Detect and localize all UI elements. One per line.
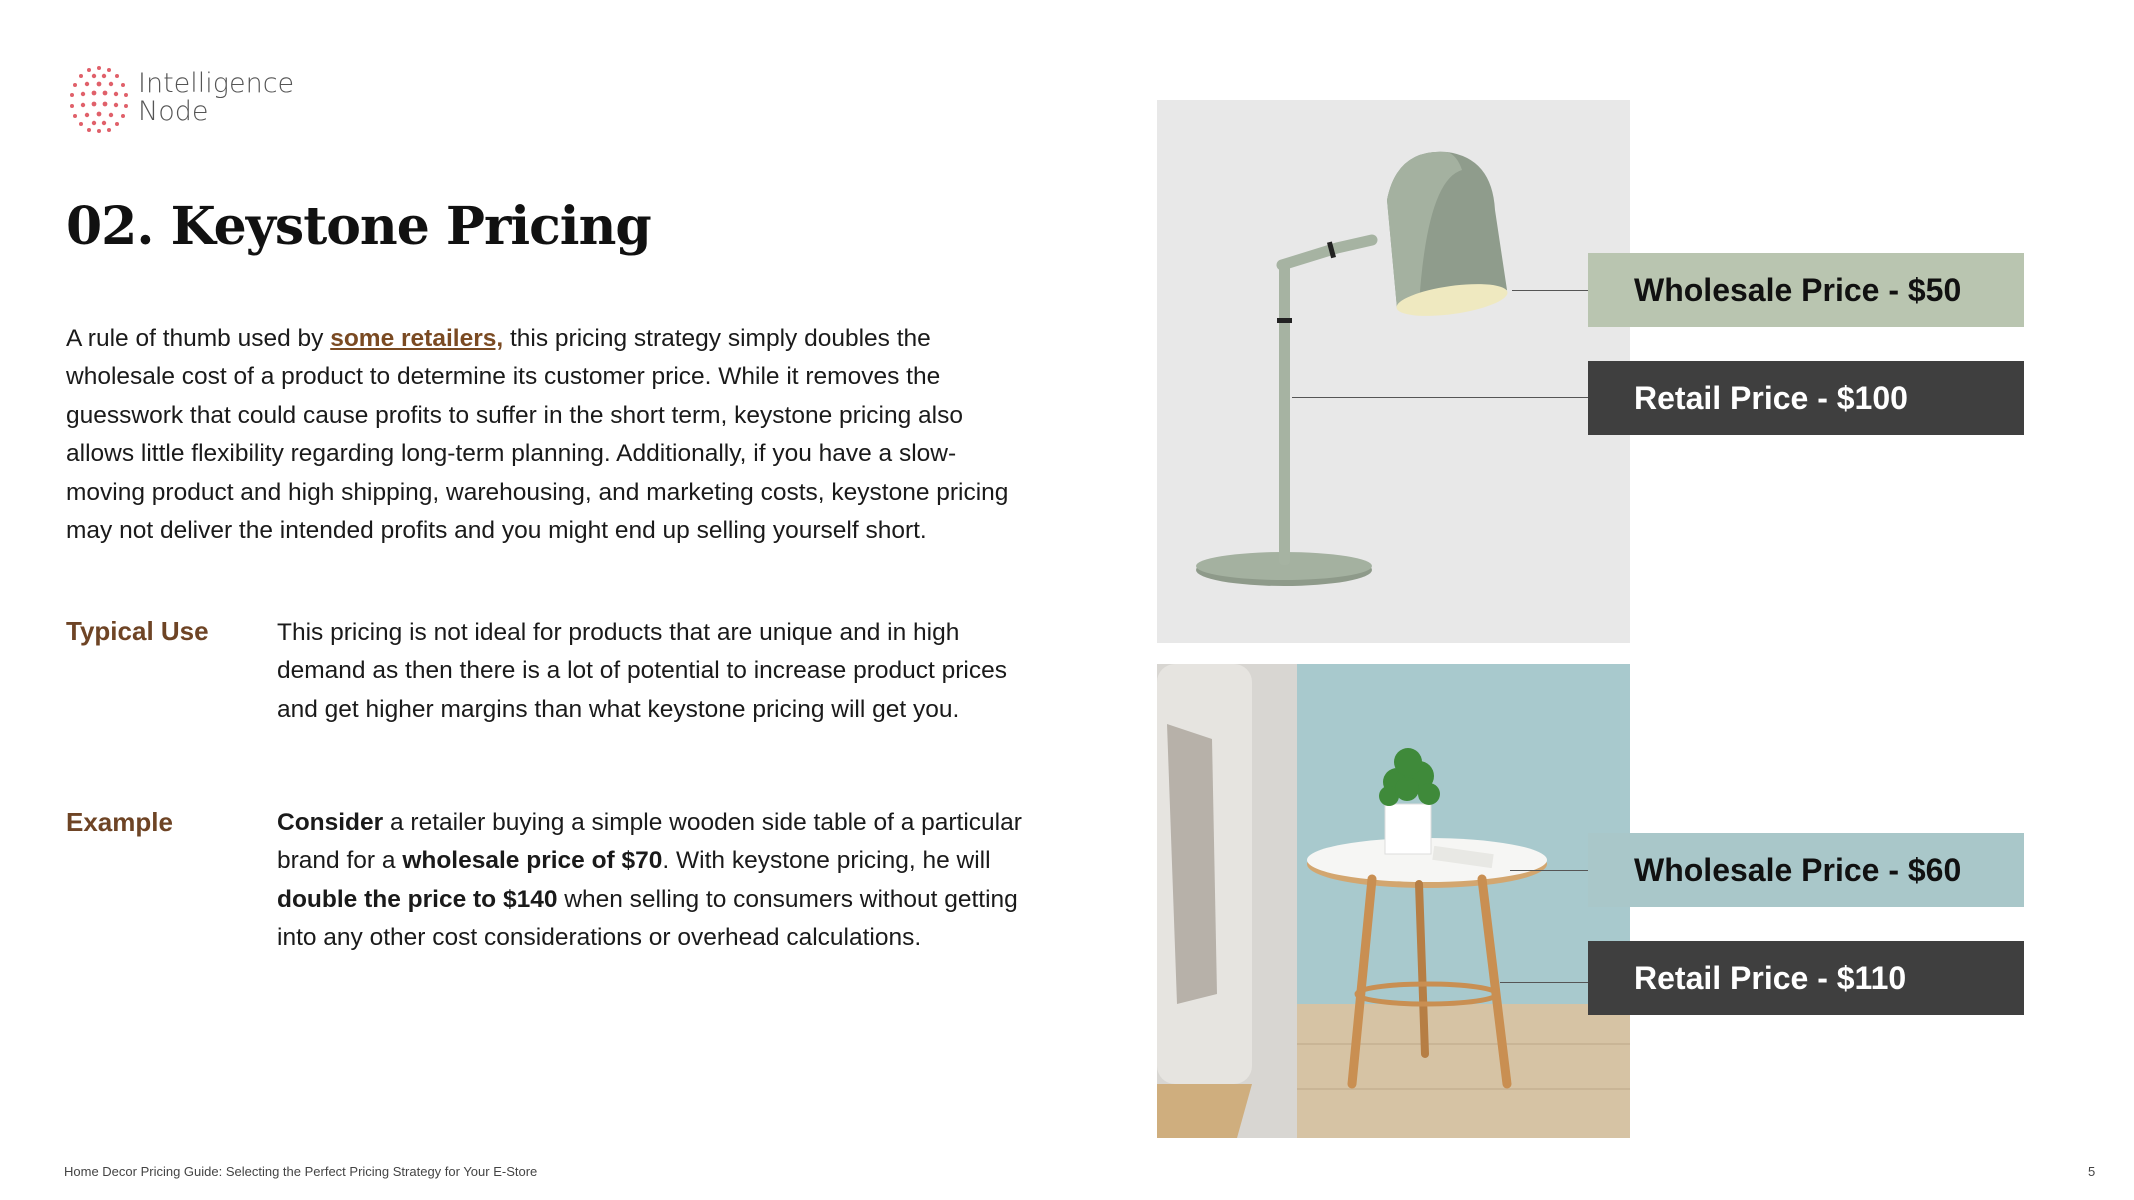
example-label: Example bbox=[66, 807, 173, 837]
table-wholesale-price-tag: Wholesale Price - $60 bbox=[1588, 833, 2024, 907]
table-retail-price-tag: Retail Price - $110 bbox=[1588, 941, 2024, 1015]
logo-line-2: Node bbox=[138, 96, 209, 127]
page-title: 02. Keystone Pricing bbox=[66, 196, 651, 257]
logo-line-1: Intelligence bbox=[138, 68, 295, 99]
intro-text-after: this pricing strategy simply doubles the wholesale cost of a product to determine its customer price. While it removes the guesswork that could cause profits to suffer in the short term, keystone pricing also allows little flexibility regarding long-term planning. Additionally, if you have a slow-moving product and high shipping, warehousing, and marketing costs, keystone pricing may not deliver the intended profits and you might end up selling yourself short. bbox=[66, 325, 1009, 545]
example-text bbox=[277, 804, 1037, 958]
example-text-3: when selling to consumers without getting into any other cost considerations or overhead calculations. bbox=[277, 885, 1018, 952]
side-table-image bbox=[1157, 664, 1630, 1138]
example-bold-1: Consider bbox=[277, 809, 384, 836]
logo-wordmark bbox=[138, 70, 294, 126]
lamp-wholesale-price-tag: Wholesale Price - $50 bbox=[1588, 253, 2024, 327]
example-bold-2: wholesale price of $70 bbox=[402, 847, 663, 875]
lamp-retail-price-tag: Retail Price - $100 bbox=[1588, 361, 2024, 435]
intro-text-before: A rule of thumb used by bbox=[66, 325, 331, 352]
logo-dots-icon bbox=[64, 58, 134, 136]
leader-line bbox=[1512, 290, 1588, 291]
example-text-2: . With keystone pricing, he will bbox=[662, 847, 991, 875]
leader-line bbox=[1510, 870, 1588, 871]
example-text-1: a retailer buying a simple wooden side table of a particular brand for a bbox=[277, 809, 1022, 875]
intro-paragraph bbox=[66, 320, 1026, 550]
example-bold-3: double the price to $140 bbox=[277, 885, 558, 913]
page-number: 5 bbox=[2088, 1164, 2096, 1179]
typical-use-label: Typical Use bbox=[66, 616, 209, 646]
leader-line bbox=[1500, 982, 1588, 983]
desk-lamp-image bbox=[1157, 100, 1630, 643]
some-retailers-link[interactable]: some retailers, bbox=[330, 325, 504, 352]
leader-line bbox=[1292, 397, 1588, 398]
footer-text: Home Decor Pricing Guide: Selecting the Perfect Pricing Strategy for Your E-Store bbox=[64, 1164, 538, 1179]
typical-use-text: This pricing is not ideal for products that are unique and in high demand as then there is a lot of potential to increase product prices and get higher margins than what keystone pricing will get you. bbox=[277, 619, 1007, 723]
